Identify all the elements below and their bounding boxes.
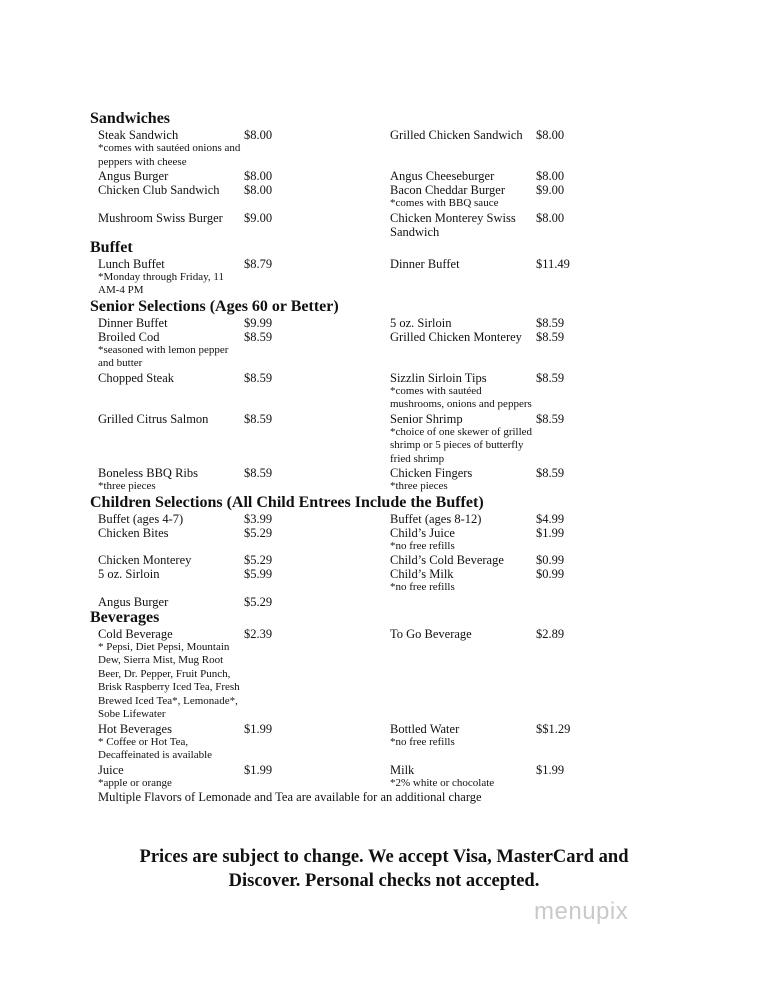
menu-item [390, 553, 610, 567]
section-title: Senior Selections (Ages 60 or Better) [90, 297, 339, 315]
item-note: *no free refills [390, 735, 455, 748]
item-name: Bacon Cheddar Burger [390, 183, 506, 197]
item-name: Child’s Juice [390, 525, 455, 540]
item-name: Angus Burger [98, 594, 169, 609]
item-name: Grilled Chicken Sandwich [390, 128, 523, 142]
item-note: *choice of one skewer of grilled shrimp or 5 pieces of butterfly fried shrimp [390, 425, 533, 465]
section-title: Sandwiches [90, 110, 171, 127]
menu-item-text [90, 169, 244, 183]
item-name: Sizzlin Sirloin Tips [390, 370, 487, 385]
menu-item [390, 512, 610, 526]
menu-item [90, 330, 390, 371]
item-price: $9.00 [536, 183, 565, 197]
item-price: $9.99 [244, 315, 273, 330]
item-note: *comes with sautéed onions and peppers with cheese [98, 142, 241, 168]
menu-item-text [90, 567, 244, 595]
item-name: Child’s Milk [390, 567, 454, 581]
menu-item-text [390, 466, 536, 494]
menu-item [90, 526, 390, 554]
item-name: Hot Beverages [98, 721, 172, 736]
menu-section [90, 494, 610, 609]
item-name: 5 oz. Sirloin [390, 315, 452, 330]
menu-row [90, 169, 610, 183]
item-name: Chicken Club Sandwich [98, 183, 220, 197]
item-name: Juice [98, 762, 124, 777]
item-price: $8.00 [244, 169, 273, 183]
menu-item [90, 763, 390, 791]
item-note: *2% white or chocolate [390, 776, 495, 789]
item-name: Grilled Chicken Monterey [390, 329, 522, 344]
payment-notice-line-1: Prices are subject to change. We accept Visa, MasterCard and [139, 847, 629, 867]
item-name: Mushroom Swiss Burger [98, 210, 223, 225]
menu-item [390, 257, 610, 298]
menu-item-text [390, 211, 536, 239]
menu-row [90, 316, 610, 330]
item-price: $9.00 [244, 210, 273, 225]
menu-item [390, 627, 610, 722]
item-price: $5.29 [244, 594, 273, 609]
item-price: $8.59 [244, 329, 273, 344]
item-note: *seasoned with lemon pepper and butter [98, 343, 229, 369]
item-price: $5.29 [244, 553, 273, 567]
menu-item-text [90, 257, 244, 298]
menu-item-text [390, 567, 536, 595]
item-name: To Go Beverage [390, 626, 472, 641]
menu-item-text [390, 371, 536, 412]
item-price: $8.00 [536, 210, 565, 225]
menu-item [90, 595, 390, 609]
menu-item [90, 722, 390, 763]
menu-section [90, 239, 610, 298]
item-name: Buffet (ages 4-7) [98, 511, 184, 526]
menu-item-text [390, 553, 536, 567]
section-footnote: Multiple Flavors of Lemonade and Tea are available for an additional charge [98, 790, 482, 804]
item-name: Milk [390, 762, 415, 777]
item-price: $5.99 [244, 567, 273, 581]
item-name: Grilled Citrus Salmon [98, 411, 209, 426]
menu-item-text [90, 183, 244, 211]
item-note: *no free refills [390, 539, 455, 552]
item-price: $5.29 [244, 525, 273, 540]
menu-item-text [90, 595, 244, 609]
item-price: $0.99 [536, 553, 565, 567]
section-title: Buffet [90, 238, 133, 256]
item-price: $8.59 [536, 411, 565, 426]
item-note: * Coffee or Hot Tea, Decaffeinated is available [98, 735, 213, 761]
item-price: $8.00 [536, 169, 565, 183]
menu-item-text [390, 763, 536, 791]
menu-item [90, 169, 390, 183]
menu-item [390, 466, 610, 494]
item-name: Steak Sandwich [98, 128, 179, 142]
menu-item [390, 722, 610, 763]
menu-item-text [90, 466, 244, 494]
menu-item [90, 316, 390, 330]
item-note: *comes with sautéed mushrooms, onions and peppers [390, 384, 532, 410]
item-note: *three pieces [98, 480, 156, 492]
item-price: $8.59 [536, 466, 565, 480]
item-price: $1.99 [244, 762, 273, 777]
item-price: $2.89 [536, 626, 565, 641]
item-name: 5 oz. Sirloin [98, 567, 160, 581]
item-name: Chicken Monterey [98, 553, 192, 567]
item-price: $11.49 [536, 256, 570, 271]
section-title: Children Selections (All Child Entrees Include the Buffet) [90, 493, 484, 511]
menu-item-text [90, 211, 244, 239]
menu-row [90, 128, 610, 169]
item-price: $3.99 [244, 511, 273, 526]
item-price: $1.99 [536, 762, 565, 777]
menu-item-text [390, 183, 536, 211]
item-name: Chicken Monterey Swiss Sandwich [390, 210, 516, 239]
menu-item-text [390, 627, 536, 722]
menu-row [90, 526, 610, 554]
menu-item-text [390, 526, 536, 554]
menu-row [90, 412, 610, 467]
menu-item [90, 183, 390, 211]
menu-item [390, 211, 610, 239]
menu-row [90, 627, 610, 722]
item-name: Buffet (ages 8-12) [390, 511, 482, 526]
menu-item [90, 567, 390, 595]
menu-item [90, 412, 390, 467]
menu-item [390, 412, 610, 467]
menu-row [90, 183, 610, 211]
menu-item-text [90, 128, 244, 169]
menu-row [90, 371, 610, 412]
item-note: *no free refills [390, 581, 455, 593]
item-price: $$1.29 [536, 721, 571, 736]
menu-item-text [90, 722, 244, 763]
menu-item [390, 169, 610, 183]
item-price: $8.59 [244, 370, 273, 385]
menu-item [390, 567, 610, 595]
menu-item-text [90, 371, 244, 412]
menu-item [390, 316, 610, 330]
item-name: Child’s Cold Beverage [390, 553, 504, 567]
menu-row [90, 466, 610, 494]
menu-row [90, 257, 610, 298]
menu-item [390, 595, 610, 609]
item-price: $8.00 [244, 183, 273, 197]
menu-item-text [390, 330, 536, 371]
item-price: $8.79 [244, 256, 273, 271]
menu-item-text [390, 316, 536, 330]
menu-row [90, 722, 610, 763]
menu-item-text [90, 330, 244, 371]
item-price: $4.99 [536, 511, 565, 526]
menu-item [90, 257, 390, 298]
item-price: $8.59 [244, 411, 273, 426]
item-price: $1.99 [536, 525, 565, 540]
item-name: Boneless BBQ Ribs [98, 466, 199, 480]
item-name: Cold Beverage [98, 626, 173, 641]
menu-item [90, 128, 390, 169]
menu-item-text [390, 722, 536, 763]
menu-section [90, 110, 610, 239]
item-name: Lunch Buffet [98, 256, 165, 271]
item-price: $0.99 [536, 567, 565, 581]
item-name: Angus Cheeseburger [390, 169, 495, 183]
menu-row [90, 567, 610, 595]
menupix-watermark: menupix [534, 898, 629, 925]
item-price: $8.00 [536, 128, 565, 142]
item-price: $1.99 [244, 721, 273, 736]
item-name: Dinner Buffet [390, 256, 460, 271]
menu-item [390, 526, 610, 554]
menu-item [90, 211, 390, 239]
menu-item-text [390, 512, 536, 526]
item-price: $8.00 [244, 128, 273, 142]
menu-row [90, 512, 610, 526]
menu-item-text [90, 553, 244, 567]
item-name: Chicken Fingers [390, 466, 473, 480]
item-name: Dinner Buffet [98, 315, 168, 330]
menu-item-text [90, 526, 244, 554]
menu-item-text [90, 316, 244, 330]
menu-item-text [390, 257, 536, 298]
menu-row [90, 553, 610, 567]
menu-section [90, 298, 610, 494]
menu-row [90, 763, 610, 791]
item-note: * Pepsi, Diet Pepsi, Mountain Dew, Sierra Mist, Mug Root Beer, Dr. Pepper, Fruit Punch, Brisk Raspberry Iced Tea, Fresh Brewed Iced Tea*, Lemonade*, Sobe Lifewater [98, 640, 240, 720]
item-price: $8.59 [244, 466, 273, 480]
item-name: Bottled Water [390, 721, 460, 736]
menu-item-text [90, 627, 244, 722]
item-name: Chicken Bites [98, 525, 169, 540]
menu [90, 110, 610, 804]
menu-item [390, 128, 610, 169]
menu-item [390, 763, 610, 791]
item-name: Chopped Steak [98, 370, 175, 385]
item-price: $8.59 [536, 370, 565, 385]
menu-row [90, 330, 610, 371]
item-note: *apple or orange [98, 776, 172, 789]
menu-item-text [90, 412, 244, 467]
menu-row [90, 211, 610, 239]
item-name: Senior Shrimp [390, 411, 463, 426]
menu-item [90, 627, 390, 722]
menu-item [90, 371, 390, 412]
item-name: Broiled Cod [98, 329, 160, 344]
menu-item [390, 371, 610, 412]
menu-item-text [390, 412, 536, 467]
payment-notice-line-2: Discover. Personal checks not accepted. [228, 871, 540, 891]
item-price: $2.39 [244, 626, 273, 641]
item-note: *comes with BBQ sauce [390, 197, 499, 209]
payment-notice [0, 845, 768, 893]
item-name: Angus Burger [98, 169, 169, 183]
item-note: *Monday through Friday, 11 AM-4 PM [98, 270, 224, 296]
menu-item [390, 183, 610, 211]
menu-row [90, 595, 610, 609]
menu-item [90, 512, 390, 526]
menu-item-text [390, 128, 536, 169]
menu-section [90, 609, 610, 805]
menu-item-text [390, 169, 536, 183]
menu-item [390, 330, 610, 371]
menu-item-text [90, 512, 244, 526]
item-note: *three pieces [390, 480, 448, 492]
item-price: $8.59 [536, 329, 565, 344]
section-title: Beverages [90, 608, 160, 626]
menu-item [90, 466, 390, 494]
item-price: $8.59 [536, 315, 565, 330]
menu-item [90, 553, 390, 567]
menu-item-text [90, 763, 244, 791]
